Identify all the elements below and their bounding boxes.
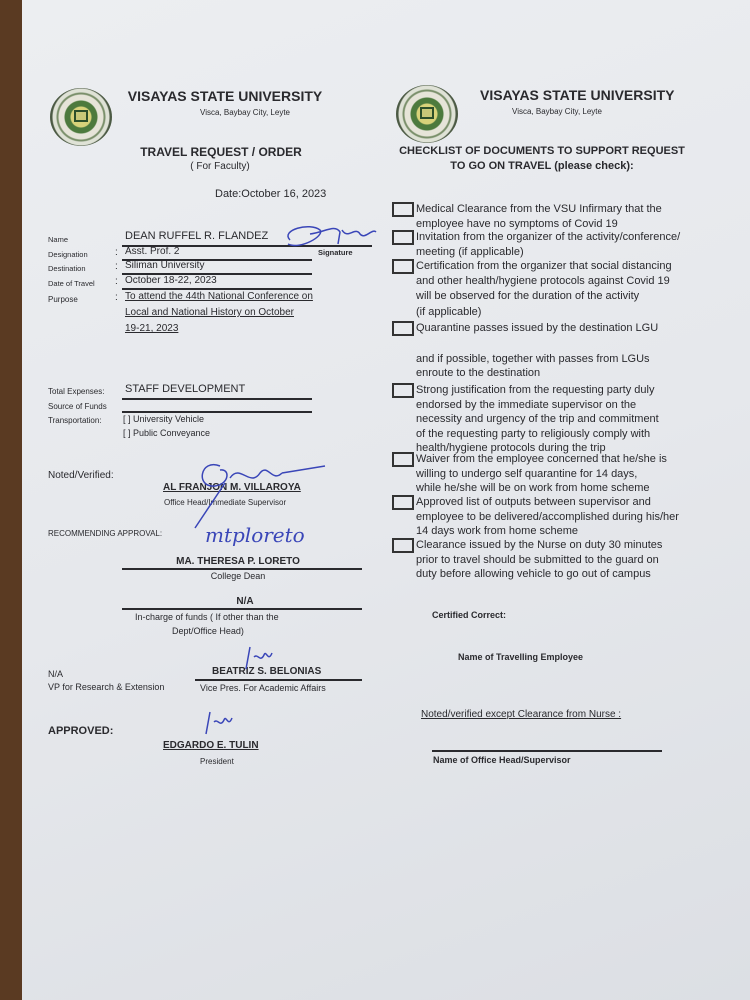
form-date: Date:October 16, 2023 (215, 188, 327, 200)
checklist-title: CHECKLIST OF DOCUMENTS TO SUPPORT REQUEST (399, 145, 685, 157)
checklist-item-line: meeting (if applicable) (416, 245, 524, 258)
checklist-item (416, 259, 672, 320)
checklist-item-line: prior to travel should be submitted to the guard on (416, 553, 659, 566)
checklist-item-line: endorsed by the immediate supervisor on the (416, 398, 637, 411)
president-role: President (200, 757, 234, 766)
supervisor-role: Office Head/Immediate Supervisor (164, 498, 287, 507)
checklist-item-line: and if possible, together with passes from LGUs (416, 352, 650, 365)
vp-research-role: VP for Research & Extension (48, 682, 165, 692)
vp-research-name: N/A (48, 669, 64, 679)
dean-signature: mtploreto (205, 523, 305, 547)
office-head-label: Name of Office Head/Supervisor (433, 755, 571, 765)
checklist-checkbox[interactable] (392, 383, 414, 398)
vpaa-role: Vice Pres. For Academic Affairs (200, 683, 326, 693)
checklist-checkbox[interactable] (392, 538, 414, 553)
university-name: VISAYAS STATE UNIVERSITY (127, 88, 323, 104)
approved-label: APPROVED: (48, 725, 114, 737)
signature-label: Signature (318, 248, 353, 257)
funds-incharge-role: In-charge of funds ( If other than the (135, 612, 279, 622)
option-public-conveyance[interactable]: [ ] Public Conveyance (123, 428, 211, 438)
checklist-item-line: employee to be delivered/accomplished during his/her (416, 510, 679, 523)
checklist-checkbox[interactable] (392, 202, 414, 217)
designation-value: Asst. Prof. 2 (125, 246, 180, 257)
checklist-item-line: Invitation from the organizer of the activity/conference/ (416, 231, 681, 243)
designation-label: Designation (48, 250, 88, 259)
checklist-checkbox[interactable] (392, 495, 414, 510)
option-university-vehicle[interactable]: [ ] University Vehicle (123, 414, 205, 424)
source-of-funds-label: Source of Funds (48, 402, 107, 411)
checklist-item-line: and other health/hygiene protocols against Covid 19 (416, 274, 670, 287)
checklist-item-line: duty before allowing vehicle to go out of campus (416, 568, 651, 580)
name-label: Name (48, 235, 69, 244)
university-address: Visca, Baybay City, Leyte (200, 108, 290, 117)
dean-role: College Dean (210, 571, 266, 581)
transportation-label: Transportation: (48, 416, 102, 425)
supervisor-name: AL FRANJON M. VILLAROYA (163, 482, 301, 493)
purpose-line: To attend the 44th National Conference on (125, 291, 313, 302)
checklist-checkbox[interactable] (392, 321, 414, 336)
name-value: DEAN RUFFEL R. FLANDEZ (125, 230, 269, 242)
colon: : (115, 292, 118, 303)
university-name: VISAYAS STATE UNIVERSITY (480, 87, 675, 103)
date-of-travel-label: Date of Travel (48, 279, 95, 288)
checklist-item-line: Certification from the organizer that social distancing (416, 260, 672, 272)
checklist-item-line: Quarantine passes issued by the destination LGU (416, 322, 659, 334)
checklist-checkbox[interactable] (392, 230, 414, 245)
destination-value: Siliman University (125, 260, 205, 271)
checklist-item-line: health/hygiene protocols during the trip (416, 442, 606, 454)
president-name: EDGARDO E. TULIN (163, 740, 259, 751)
checklist-item-line: of the requesting party to religiously comply with (416, 427, 651, 440)
total-expenses-value: STAFF DEVELOPMENT (125, 383, 246, 395)
checklist-item-line: 14 days work from home scheme (416, 525, 579, 537)
purpose-line: 19-21, 2023 (125, 323, 179, 334)
checklist-title: TO GO ON TRAVEL (please check): (450, 160, 634, 172)
checklist-item-line: (if applicable) (416, 306, 482, 318)
checklist-item-line: Clearance issued by the Nurse on duty 30 minutes (416, 539, 663, 551)
checklist-item (416, 452, 667, 496)
checklist-item (416, 538, 662, 582)
checklist-checkbox[interactable] (392, 259, 414, 274)
vpaa-name: BEATRIZ S. BELONIAS (212, 666, 322, 677)
checklist-item-line: willing to undergo self quarantine for 14 days, (416, 467, 638, 480)
checklist-item-line: will be observed for the duration of the activity (416, 290, 640, 302)
destination-label: Destination (48, 264, 86, 273)
checklist-item-line: Waiver from the employee concerned that he/she is (416, 453, 667, 465)
university-seal-logo (396, 85, 458, 143)
checklist-item-line: while he/she will be on work from home scheme (416, 482, 650, 494)
purpose-label: Purpose (48, 295, 78, 304)
checklist-item-line: enroute to the destination (416, 367, 541, 379)
colon: : (115, 276, 118, 287)
funds-incharge-role: Dept/Office Head) (172, 626, 244, 636)
university-seal-logo (50, 88, 112, 146)
noted-verified-label: Noted/Verified: (48, 470, 114, 481)
checklist-item (416, 202, 662, 231)
checklist-item (416, 321, 658, 381)
certified-correct-label: Certified Correct: (432, 610, 507, 620)
vpaa-signature (242, 645, 282, 675)
checklist-item-line: Medical Clearance from the VSU Infirmary that the (416, 203, 662, 215)
checklist-item (416, 383, 659, 456)
form-subtitle: ( For Faculty) (190, 161, 250, 172)
date-of-travel-value: October 18-22, 2023 (125, 275, 217, 286)
total-expenses-label: Total Expenses: (48, 387, 105, 396)
noted-except-nurse-label: Noted/verified except Clearance from Nurse : (421, 709, 622, 720)
checklist-item-line: Strong justification from the requesting party duly (416, 384, 655, 396)
supervisor-signature (190, 458, 330, 498)
checklist-item-line: Approved list of outputs between supervisor and (416, 496, 651, 508)
recommending-approval-label: RECOMMENDING APPROVAL: (48, 529, 163, 538)
form-title: TRAVEL REQUEST / ORDER (140, 145, 302, 159)
president-signature (202, 710, 242, 740)
travelling-employee-label: Name of Travelling Employee (458, 652, 584, 662)
funds-incharge-name: N/A (236, 596, 254, 607)
dean-name: MA. THERESA P. LORETO (176, 556, 300, 567)
applicant-signature (280, 222, 380, 252)
university-address: Visca, Baybay City, Leyte (512, 107, 602, 116)
colon: : (115, 247, 118, 258)
checklist-item-line: necessity and urgency of the trip and commitment (416, 413, 659, 425)
colon: : (115, 261, 118, 272)
checklist-item-line: employee have no symptoms of Covid 19 (416, 217, 618, 230)
checklist-item (416, 230, 680, 259)
checklist-item (416, 495, 679, 539)
purpose-line: Local and National History on October (125, 307, 294, 318)
checklist-checkbox[interactable] (392, 452, 414, 467)
